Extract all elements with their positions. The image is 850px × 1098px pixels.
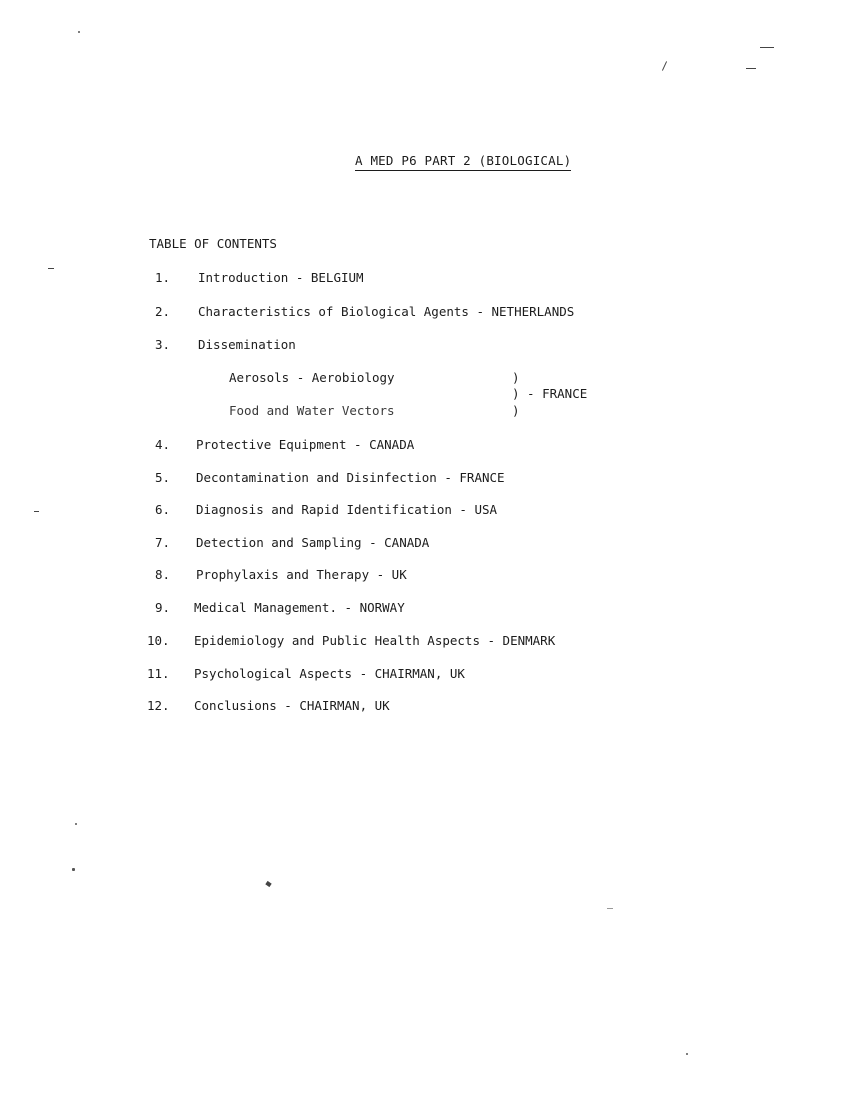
toc-entry-text: Introduction - BELGIUM bbox=[198, 270, 364, 285]
toc-entry-number: 10. bbox=[147, 633, 170, 648]
scan-speck bbox=[78, 31, 80, 33]
toc-entry-number: 3. bbox=[155, 337, 171, 352]
toc-entry-number: 2. bbox=[155, 304, 171, 319]
toc-entry-text: Protective Equipment - CANADA bbox=[196, 437, 415, 452]
scan-speck bbox=[75, 823, 77, 825]
toc-entry-number: 8. bbox=[155, 567, 171, 582]
toc-entry-number: 7. bbox=[155, 535, 171, 550]
scan-mark bbox=[265, 881, 271, 887]
toc-entry-number: 9. bbox=[155, 600, 171, 615]
scan-mark bbox=[746, 68, 756, 69]
toc-entry-text: Dissemination bbox=[198, 337, 296, 352]
scan-mark bbox=[760, 47, 774, 48]
scan-mark bbox=[662, 61, 667, 70]
scan-speck bbox=[72, 868, 75, 871]
toc-entry-number: 6. bbox=[155, 502, 171, 517]
toc-entry-text: Characteristics of Biological Agents - NETHERLANDS bbox=[198, 304, 575, 319]
toc-entry-text: Medical Management. - NORWAY bbox=[194, 600, 405, 615]
scan-mark bbox=[607, 908, 613, 909]
toc-entry-number: 12. bbox=[147, 698, 170, 713]
brace-top: ) bbox=[512, 370, 520, 385]
toc-entry-text: Conclusions - CHAIRMAN, UK bbox=[194, 698, 390, 713]
toc-entry-text: Prophylaxis and Therapy - UK bbox=[196, 567, 407, 582]
toc-entry-number: 4. bbox=[155, 437, 171, 452]
brace-assignment: ) - FRANCE bbox=[512, 386, 588, 401]
scan-mark bbox=[48, 268, 54, 269]
scan-mark bbox=[34, 511, 39, 512]
toc-subentry: Aerosols - Aerobiology bbox=[229, 370, 395, 385]
toc-entry-number: 1. bbox=[155, 270, 171, 285]
toc-entry-number: 11. bbox=[147, 666, 170, 681]
toc-entry-text: Diagnosis and Rapid Identification - USA bbox=[196, 502, 498, 517]
document-title: A MED P6 PART 2 (BIOLOGICAL) bbox=[355, 153, 571, 171]
toc-entry-text: Detection and Sampling - CANADA bbox=[196, 535, 430, 550]
toc-subentry: Food and Water Vectors bbox=[229, 403, 395, 418]
toc-entry-text: Psychological Aspects - CHAIRMAN, UK bbox=[194, 666, 465, 681]
toc-entry-text: Decontamination and Disinfection - FRANCE bbox=[196, 470, 505, 485]
brace-bottom: ) bbox=[512, 403, 520, 418]
toc-entry-number: 5. bbox=[155, 470, 171, 485]
toc-entry-text: Epidemiology and Public Health Aspects - DENMARK bbox=[194, 633, 556, 648]
scan-speck bbox=[686, 1053, 688, 1055]
toc-heading: TABLE OF CONTENTS bbox=[149, 236, 277, 251]
